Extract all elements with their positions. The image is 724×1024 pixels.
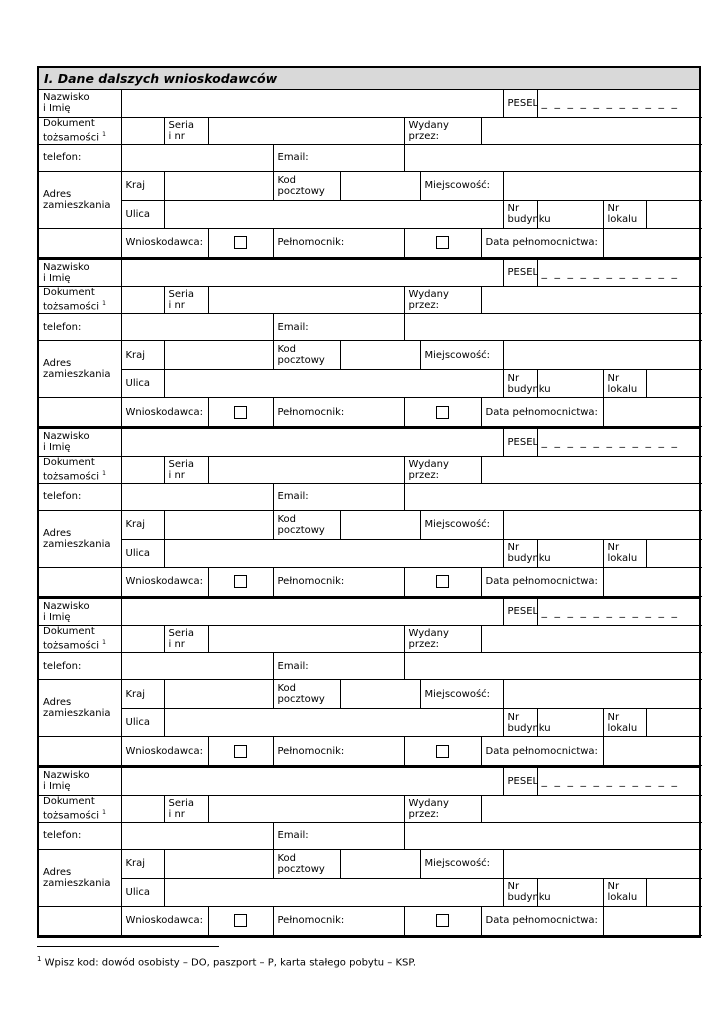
applicant-checkbox-cell — [208, 398, 273, 427]
postal-code-label: Kod pocztowy — [273, 171, 340, 200]
applicant-label: Wnioskodawca: — [121, 398, 208, 427]
country-field[interactable] — [164, 171, 273, 200]
pesel-field[interactable]: _ _ _ _ _ _ _ _ _ _ _ — [537, 260, 702, 287]
id-document-label: Dokument tożsamości $^1$ — [39, 795, 121, 822]
applicant-label: Wnioskodawca: — [121, 737, 208, 766]
applicant-checkbox-cell — [208, 228, 273, 257]
email-field[interactable] — [404, 822, 702, 849]
series-number-field[interactable] — [208, 287, 404, 314]
phone-field[interactable] — [121, 822, 273, 849]
postal-code-label: Kod pocztowy — [273, 680, 340, 709]
apartment-number-field[interactable] — [646, 370, 702, 398]
city-label: Miejscowość: — [420, 341, 503, 370]
proxy-checkbox-cell — [404, 737, 481, 766]
section-title: I. Dane dalszych wnioskodawców — [39, 68, 699, 90]
issued-by-field[interactable] — [481, 117, 702, 144]
pesel-label: PESEL — [503, 599, 537, 626]
apartment-number-label: Nr lokalu — [603, 539, 646, 567]
country-label: Kraj — [121, 171, 164, 200]
building-number-label: Nr budynku — [503, 878, 537, 906]
street-field[interactable] — [164, 878, 503, 906]
issued-by-label: Wydany przez: — [404, 287, 481, 314]
proxy-checkbox[interactable] — [436, 575, 449, 588]
surname-name-field[interactable] — [121, 260, 503, 287]
city-field[interactable] — [503, 510, 702, 539]
proxy-checkbox[interactable] — [436, 914, 449, 927]
applicant-label: Wnioskodawca: — [121, 906, 208, 935]
postal-code-label: Kod pocztowy — [273, 510, 340, 539]
issued-by-label: Wydany przez: — [404, 117, 481, 144]
applicant-blocks — [39, 90, 699, 936]
pesel-label: PESEL — [503, 260, 537, 287]
issued-by-label: Wydany przez: — [404, 626, 481, 653]
proxy-checkbox-cell — [404, 228, 481, 257]
city-label: Miejscowość: — [420, 171, 503, 200]
phone-label: telefon: — [39, 483, 121, 510]
email-field[interactable] — [404, 483, 702, 510]
surname-name-field[interactable] — [121, 599, 503, 626]
street-label: Ulica — [121, 878, 164, 906]
power-of-attorney-date-field[interactable] — [603, 228, 702, 257]
proxy-checkbox[interactable] — [436, 406, 449, 419]
city-field[interactable] — [503, 680, 702, 709]
city-field[interactable] — [503, 341, 702, 370]
postal-code-label: Kod pocztowy — [273, 849, 340, 878]
applicant-checkbox-cell — [208, 567, 273, 596]
applicant-block-2 — [39, 258, 699, 428]
apartment-number-label: Nr lokalu — [603, 370, 646, 398]
applicant-block-3 — [39, 427, 699, 597]
apartment-number-label: Nr lokalu — [603, 709, 646, 737]
building-number-label: Nr budynku — [503, 539, 537, 567]
applicant-checkbox[interactable] — [234, 745, 247, 758]
pesel-label: PESEL — [503, 768, 537, 795]
street-field[interactable] — [164, 709, 503, 737]
applicant-checkbox-cell — [208, 737, 273, 766]
footnote-mark: 1 — [37, 955, 42, 963]
issued-by-field[interactable] — [481, 287, 702, 314]
applicant-checkbox[interactable] — [234, 406, 247, 419]
city-label: Miejscowość: — [420, 680, 503, 709]
email-field[interactable] — [404, 653, 702, 680]
proxy-checkbox-cell — [404, 567, 481, 596]
issued-by-field[interactable] — [481, 456, 702, 483]
email-label: Email: — [273, 144, 404, 171]
proxy-label: Pełnomocnik: — [273, 228, 404, 257]
series-number-label: Seria i nr — [164, 456, 208, 483]
address-label: Adres zamieszkania — [39, 680, 121, 737]
power-of-attorney-date-field[interactable] — [603, 567, 702, 596]
email-label: Email: — [273, 822, 404, 849]
country-field[interactable] — [164, 680, 273, 709]
power-of-attorney-date-label: Data pełnomocnictwa: — [481, 228, 603, 257]
apartment-number-field[interactable] — [646, 200, 702, 228]
series-number-field[interactable] — [208, 117, 404, 144]
street-field[interactable] — [164, 200, 503, 228]
power-of-attorney-date-field[interactable] — [603, 737, 702, 766]
power-of-attorney-date-label: Data pełnomocnictwa: — [481, 737, 603, 766]
apartment-number-field[interactable] — [646, 539, 702, 567]
applicant-checkbox-cell — [208, 906, 273, 935]
applicant-checkbox[interactable] — [234, 575, 247, 588]
applicant-checkbox[interactable] — [234, 914, 247, 927]
applicant-block-1 — [39, 90, 699, 258]
apartment-number-label: Nr lokalu — [603, 878, 646, 906]
series-number-field[interactable] — [208, 626, 404, 653]
power-of-attorney-date-label: Data pełnomocnictwa: — [481, 567, 603, 596]
address-label: Adres zamieszkania — [39, 171, 121, 228]
proxy-checkbox[interactable] — [436, 236, 449, 249]
street-field[interactable] — [164, 370, 503, 398]
series-number-label: Seria i nr — [164, 795, 208, 822]
pesel-label: PESEL — [503, 429, 537, 456]
phone-label: telefon: — [39, 653, 121, 680]
proxy-label: Pełnomocnik: — [273, 567, 404, 596]
proxy-checkbox-cell — [404, 398, 481, 427]
building-number-label: Nr budynku — [503, 200, 537, 228]
id-document-label: Dokument tożsamości $^1$ — [39, 287, 121, 314]
series-number-label: Seria i nr — [164, 287, 208, 314]
pesel-label: PESEL — [503, 90, 537, 117]
surname-name-label: Nazwisko i Imię — [39, 599, 121, 626]
street-label: Ulica — [121, 539, 164, 567]
email-label: Email: — [273, 483, 404, 510]
city-label: Miejscowość: — [420, 510, 503, 539]
surname-name-field[interactable] — [121, 90, 503, 117]
issued-by-label: Wydany przez: — [404, 795, 481, 822]
role-spacer — [39, 906, 121, 935]
phone-field[interactable] — [121, 483, 273, 510]
postal-code-field[interactable] — [340, 680, 420, 709]
power-of-attorney-date-label: Data pełnomocnictwa: — [481, 398, 603, 427]
email-label: Email: — [273, 314, 404, 341]
apartment-number-label: Nr lokalu — [603, 200, 646, 228]
series-number-label: Seria i nr — [164, 626, 208, 653]
id-document-label: Dokument tożsamości $^1$ — [39, 626, 121, 653]
issued-by-field[interactable] — [481, 795, 702, 822]
id-document-field[interactable] — [121, 795, 164, 822]
role-spacer — [39, 398, 121, 427]
city-field[interactable] — [503, 171, 702, 200]
country-label: Kraj — [121, 849, 164, 878]
role-spacer — [39, 228, 121, 257]
postal-code-field[interactable] — [340, 510, 420, 539]
apartment-number-field[interactable] — [646, 878, 702, 906]
city-field[interactable] — [503, 849, 702, 878]
applicant-block-5 — [39, 766, 699, 936]
series-number-label: Seria i nr — [164, 117, 208, 144]
role-spacer — [39, 737, 121, 766]
power-of-attorney-date-label: Data pełnomocnictwa: — [481, 906, 603, 935]
phone-label: telefon: — [39, 822, 121, 849]
country-label: Kraj — [121, 341, 164, 370]
proxy-label: Pełnomocnik: — [273, 737, 404, 766]
address-label: Adres zamieszkania — [39, 849, 121, 906]
proxy-checkbox-cell — [404, 906, 481, 935]
city-label: Miejscowość: — [420, 849, 503, 878]
street-label: Ulica — [121, 709, 164, 737]
applicant-label: Wnioskodawca: — [121, 228, 208, 257]
pesel-field[interactable]: _ _ _ _ _ _ _ _ _ _ _ — [537, 429, 702, 456]
id-document-field[interactable] — [121, 117, 164, 144]
country-field[interactable] — [164, 849, 273, 878]
footnote-divider — [37, 946, 219, 947]
applicant-checkbox[interactable] — [234, 236, 247, 249]
id-document-field[interactable] — [121, 626, 164, 653]
power-of-attorney-date-field[interactable] — [603, 906, 702, 935]
id-document-label: Dokument tożsamości $^1$ — [39, 117, 121, 144]
role-spacer — [39, 567, 121, 596]
address-label: Adres zamieszkania — [39, 341, 121, 398]
series-number-field[interactable] — [208, 456, 404, 483]
country-field[interactable] — [164, 510, 273, 539]
surname-name-field[interactable] — [121, 768, 503, 795]
surname-name-label: Nazwisko i Imię — [39, 90, 121, 117]
phone-label: telefon: — [39, 144, 121, 171]
address-label: Adres zamieszkania — [39, 510, 121, 567]
building-number-label: Nr budynku — [503, 370, 537, 398]
email-label: Email: — [273, 653, 404, 680]
surname-name-label: Nazwisko i Imię — [39, 260, 121, 287]
postal-code-field[interactable] — [340, 341, 420, 370]
issued-by-field[interactable] — [481, 626, 702, 653]
phone-label: telefon: — [39, 314, 121, 341]
id-document-field[interactable] — [121, 456, 164, 483]
street-label: Ulica — [121, 200, 164, 228]
street-field[interactable] — [164, 539, 503, 567]
applicants-form — [37, 66, 701, 938]
footnote-text: Wpisz kod: dowód osobisty – DO, paszport – P, karta stałego pobytu – KSP. — [41, 957, 417, 969]
email-field[interactable] — [404, 144, 702, 171]
proxy-label: Pełnomocnik: — [273, 906, 404, 935]
country-label: Kraj — [121, 680, 164, 709]
surname-name-label: Nazwisko i Imię — [39, 429, 121, 456]
proxy-checkbox[interactable] — [436, 745, 449, 758]
proxy-label: Pełnomocnik: — [273, 398, 404, 427]
postal-code-label: Kod pocztowy — [273, 341, 340, 370]
phone-field[interactable] — [121, 144, 273, 171]
applicant-label: Wnioskodawca: — [121, 567, 208, 596]
surname-name-label: Nazwisko i Imię — [39, 768, 121, 795]
postal-code-field[interactable] — [340, 849, 420, 878]
building-number-label: Nr budynku — [503, 709, 537, 737]
street-label: Ulica — [121, 370, 164, 398]
apartment-number-field[interactable] — [646, 709, 702, 737]
footnote — [37, 955, 416, 968]
phone-field[interactable] — [121, 314, 273, 341]
id-document-field[interactable] — [121, 287, 164, 314]
phone-field[interactable] — [121, 653, 273, 680]
issued-by-label: Wydany przez: — [404, 456, 481, 483]
pesel-field[interactable]: _ _ _ _ _ _ _ _ _ _ _ — [537, 768, 702, 795]
country-field[interactable] — [164, 341, 273, 370]
series-number-field[interactable] — [208, 795, 404, 822]
country-label: Kraj — [121, 510, 164, 539]
power-of-attorney-date-field[interactable] — [603, 398, 702, 427]
pesel-field[interactable]: _ _ _ _ _ _ _ _ _ _ _ — [537, 599, 702, 626]
email-field[interactable] — [404, 314, 702, 341]
surname-name-field[interactable] — [121, 429, 503, 456]
applicant-block-4 — [39, 597, 699, 767]
id-document-label: Dokument tożsamości $^1$ — [39, 456, 121, 483]
postal-code-field[interactable] — [340, 171, 420, 200]
pesel-field[interactable]: _ _ _ _ _ _ _ _ _ _ _ — [537, 90, 702, 117]
